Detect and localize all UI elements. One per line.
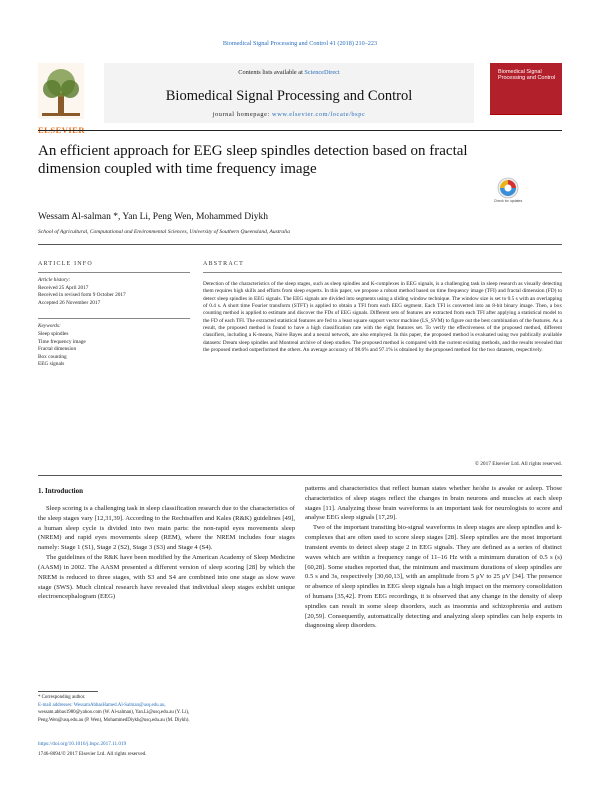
- footnote-corresponding: * Corresponding author.: [38, 695, 86, 700]
- sciencedirect-link[interactable]: ScienceDirect: [304, 69, 340, 76]
- elsevier-tree-logo: [38, 63, 84, 119]
- article-history: [38, 277, 126, 307]
- masthead-banner: [104, 63, 474, 123]
- cover-strip: [490, 114, 562, 123]
- check-for-updates-label[interactable]: Check for updates: [493, 199, 523, 203]
- keywords-label: Keywords:: [38, 323, 61, 329]
- homepage-line: journal homepage: www.elsevier.com/locate/bspc: [212, 111, 366, 118]
- history-label: Article history:: [38, 277, 71, 283]
- affiliation: School of Agricultural, Computational and Environmental Sciences, University of Southern Queensland, Australia: [38, 229, 290, 235]
- footnote-email[interactable]: E-mail addresses: WessamAbbasHamed.Al-Salman@usq.edu.au,: [38, 702, 166, 708]
- abstract-rule: [203, 272, 562, 273]
- history-accepted: Accepted 26 November 2017: [38, 299, 101, 306]
- keyword-item: Fractal dimension: [38, 346, 77, 353]
- publisher-name: ELSEVIER: [38, 125, 85, 135]
- abstract-text: Detection of the characteristics of the sleep stages, such as sleep spindles and K-complexes in EEG signals, is a challenging task in sleep research as visually detecting them requires high skills and efforts from sleep experts. In this paper, we propose a robust method based on time frequency image (TFI) and fractal dimension (FD) to detect sleep spindles in EEG signals. The EEG signals are divided into segments using a sliding window technique. The window size is set to 0.5 s with an overlapping of 0.4 s. A short time Fourier transform (STFT) is applied to obtain a TFI from each EEG segment. Each TFI is converted into an 8-bit binary image. Then, a box counting method is applied to estimate and discover the FDs of EEG signals. Different sets of features are extracted from each TFI after applying a statistical model to the FD of each TFI. The extracted statistical features are fed to a least square support vector machine (LS_SVM) to figure out the best combination of the features. As a result, the proposed method is found to have a high classification rate with the eight features set. To verify the effectiveness of the proposed method, different classifiers, including a K-means, Naive Bayes and a neural network, are also employed. In this paper, the proposed method is evaluated using two publically available datasets: Dream sleep spindles and Montreal archive of sleep studies. The proposed method is compared with the current existing methods, and the results revealed that the proposed method outperformed the others. An average accuracy of 98.6% and 97.1% is obtained by the proposed method for the two datasets, respectively.: [203, 281, 562, 354]
- body-paragraph: The guidelines of the R&K have been modified by the American Academy of Sleep Medicine (AASM) in 2002. The AASM presented a different version of sleep scoring [28] by which the NREM is reduced to three stages, with S3 and S4 are combined into one stage as slow wave stage (SWS). Much clinical research have revealed that individual sleep stages exhibit unique electroencephalogram (EEG): [38, 554, 295, 601]
- doi-link[interactable]: https://doi.org/10.1016/j.bspc.2017.11.019: [38, 741, 127, 747]
- footnote-email[interactable]: wessam.abbas1980@yahoo.com (W. Al-salman), Yan.Li@usq.edu.au (Y. Li),: [38, 710, 190, 716]
- keyword-list: [38, 331, 86, 369]
- cover-title: Biomedical Signal Processing and Control: [498, 69, 556, 82]
- history-received: Received 25 April 2017: [38, 284, 89, 291]
- history-revised: Received in revised form 9 October 2017: [38, 292, 126, 299]
- keyword-item: EEG signals: [38, 361, 65, 368]
- header-rule: [38, 244, 562, 245]
- article-info-heading: ARTICLE INFO: [38, 261, 93, 267]
- issn-line: 1746-8094/© 2017 Elsevier Ltd. All rights reserved.: [38, 751, 147, 757]
- article-info-rule: [38, 272, 190, 273]
- body-paragraph: patterns and characteristics that reflect human states whether he/she is awake or asleep. Those characteristics of sleep stages reflect the changes in brain neurons and muscles at each sleep stages [11]. Analyzing those brain waveforms is an important task for neurologists to score and analyse EEG sleep signals [17,29].: [305, 485, 562, 522]
- footnotes: [38, 694, 295, 724]
- body-paragraph: Two of the important transiting bio-signal waveforms in sleep stages are sleep spindles and k-complexes that are often used to score sleep stages [28]. Sleep spindles are the most important transient events to detect sleep stage 2 in EEG signals. They are defined as a series of distinct waves which are within a frequency range of 11–16 Hz with a minimum duration of 0.5 s (s) [60,28]. Some studies reported that, the minimum and maximum durations of sleep spindles are 0.5 s and 3s, respectively [30,60,13], with an amplitude from 5 μV to 25 μV [34]. The presence or absence of sleep spindles in EEG sleep signals has a high impact on the memory consolidation of humans [35,42]. From EEG recordings, it is observed that any change in the density of sleep spindles can result in some sleep disorders, such as insomnia and schizophrenia and autism [20,59]. Consequently, automatically detecting and analyzing sleep spindles can help experts in diagnosing sleep disorders.: [305, 524, 562, 630]
- abstract-copyright: © 2017 Elsevier Ltd. All rights reserved.: [474, 461, 562, 467]
- body-column-left: [38, 504, 295, 602]
- abstract-bottom-rule: [38, 475, 562, 476]
- journal-masthead: [38, 63, 562, 135]
- keywords-rule: [38, 318, 190, 319]
- keyword-item: Sleep spindles: [38, 331, 69, 337]
- homepage-link[interactable]: www.elsevier.com/locate/bspc: [272, 111, 366, 118]
- keyword-item: Time frequency image: [38, 338, 86, 345]
- body-paragraph: Sleep scoring is a challenging task in sleep classification research due to the characteristics of the sleep stages vary [12,31,39]. According to the Rechtsaffen and Kales (R&K) guidelines [49], a human sleep cycle is divided into two main parts: the non-rapid eyes movements sleep (NREM) and rapid eyes movements sleep (REM), where the NREM includes four stages namely: Stage 1 (S1), Stage 2 (S2), Stage 3 (S3) and Stage 4 (S4).: [38, 505, 295, 552]
- footnote-email[interactable]: Peng.Wen@usq.edu.au (P. Wen), MohammedDiykh@usq.edu.au (M. Diykh).: [38, 717, 190, 723]
- running-head[interactable]: Biomedical Signal Processing and Control 41 (2018) 210–223: [222, 40, 378, 47]
- journal-title: Biomedical Signal Processing and Control: [165, 88, 413, 104]
- author-list: Wessam Al-salman *, Yan Li, Peng Wen, Mohammed Diykh: [38, 212, 268, 222]
- journal-cover-image: [490, 63, 562, 123]
- article-title: An efficient approach for EEG sleep spindles detection based on fractal dimension coupled with time frequency image: [38, 143, 468, 177]
- contents-line: Contents lists available at ScienceDirect: [238, 69, 340, 76]
- footnote-rule: [38, 691, 98, 692]
- masthead-rule: [38, 130, 562, 131]
- abstract-heading: ABSTRACT: [203, 261, 244, 267]
- introduction-heading: 1. Introduction: [38, 487, 83, 495]
- keyword-item: Box counting: [38, 353, 67, 360]
- body-column-right: [305, 484, 562, 631]
